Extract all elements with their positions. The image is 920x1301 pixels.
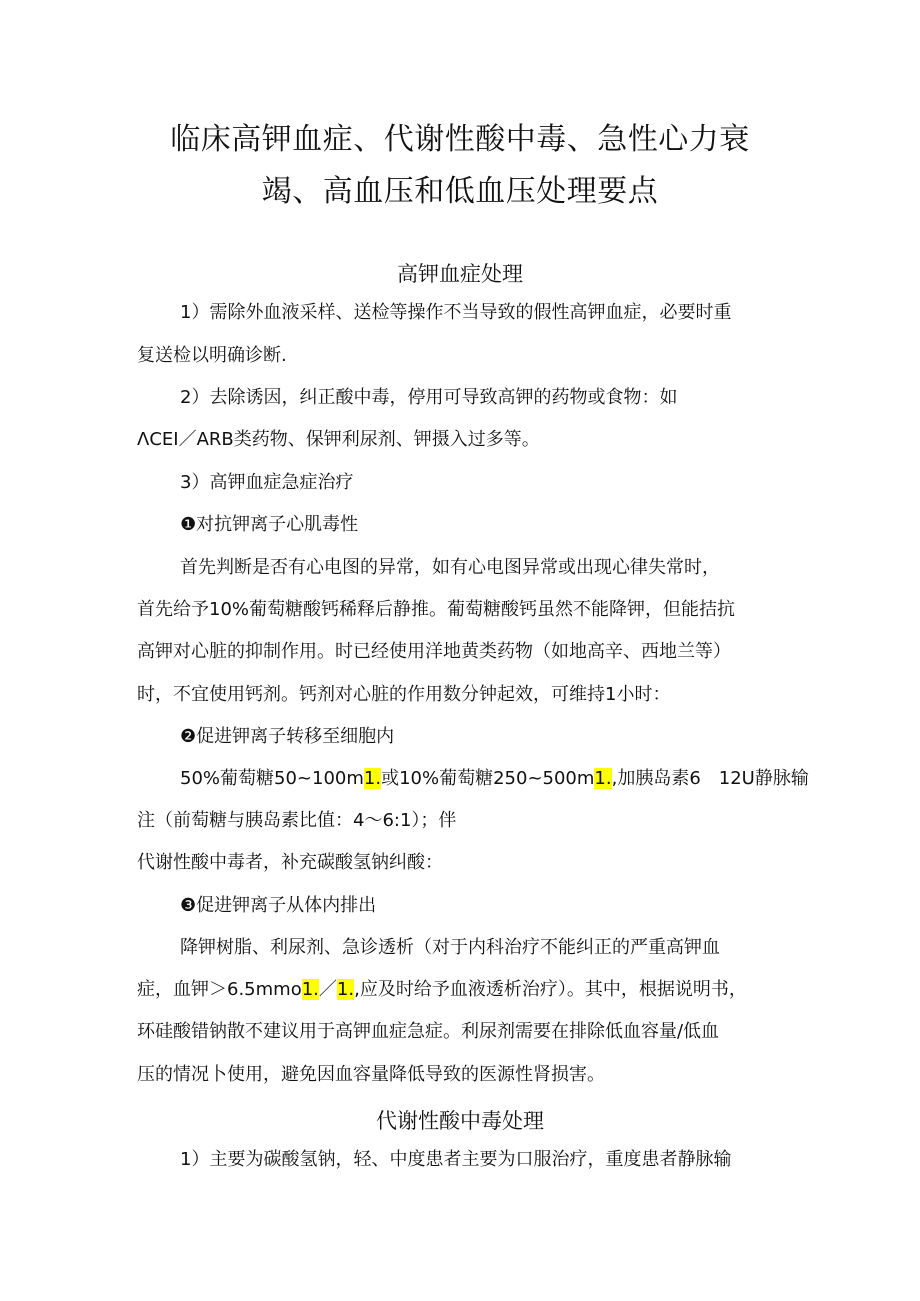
section-heading-hyperkalemia: 高钾血症处理 [397,262,523,286]
paragraph-line: 注（前萄糖与胰岛素比值：4～6:1）；伴 [137,810,457,831]
paragraph-line: 1）主要为碳酸氢钠，轻、中度患者主要为口服治疗，重度患者静脉输 [180,1149,732,1170]
paragraph-line: 压的情况卜使用，避免因血容量降低导致的医源性肾损害。 [137,1064,605,1085]
highlighted-text: 1. [301,979,319,1000]
paragraph-line: 时，不宜使用钙剂。钙剂对心脏的作用数分钟起效，可维持1小时： [137,684,671,705]
paragraph-line: 高钾对心脏的抑制作用。时已经使用洋地黄类药物（如地高辛、西地兰等） [137,641,731,662]
paragraph-line: 2）去除诱因，纠正酸中毒，停用可导致高钾的药物或食物：如 [180,387,678,408]
highlighted-text: 1. [594,768,612,789]
paragraph-line: ΛCEI／ARB类药物、保钾利尿剂、钾摄入过多等。 [137,429,540,450]
paragraph-line: 复送检以明确诊断. [137,345,287,366]
highlighted-text: 1. [336,979,355,1000]
paragraph-line [137,979,747,1001]
section-heading-metabolic-acidosis: 代谢性酸中毒处理 [376,1109,544,1133]
text-run: 或10%葡萄糖250~500m [381,768,595,789]
bullet-heading: ❶对抗钾离子心肌毒性 [180,514,359,535]
paragraph-line: 代谢性酸中毒者，补充碳酸氢钠纠酸： [137,852,443,873]
paragraph-line: 1）需除外血液采样、送检等操作不当导致的假性高钾血症，必要时重 [180,302,732,323]
bullet-heading: ❷促进钾离子转移至细胞内 [180,726,395,747]
paragraph-line [180,768,809,790]
paragraph-line: 降钾树脂、利尿剂、急诊透析（对于内科治疗不能纠正的严重高钾血 [180,937,720,958]
paragraph-line: 3）高钾血症急症治疗 [180,472,354,493]
text-run: 症，血钾＞6.5mmo [137,979,302,1000]
bullet-heading: ❸促进钾离子从体内排出 [180,895,377,916]
paragraph-line: 环硅酸错钠散不建议用于高钾血症急症。利尿剂需要在排除低血容量/低血 [137,1021,720,1042]
text-run: ／ [318,979,337,1000]
text-run: 50%葡萄糖50~100m [180,768,364,789]
paragraph-line: 首先判断是否有心电图的异常，如有心电图异常或出现心律失常时， [180,557,720,578]
document-title-line2: 竭、高血压和低血压处理要点 [261,174,659,209]
text-run: ,应及时给予血液透析治疗）。其中，根据说明书， [354,979,747,1000]
text-run: ,加胰岛素6 12U静脉输 [611,768,809,789]
paragraph-line: 首先给予10%葡萄糖酸钙稀释后静推。葡萄糖酸钙虽然不能降钾，但能拮抗 [137,599,736,620]
document-title-line1: 临床高钾血症、代谢性酸中毒、急性心力衰 [170,122,750,157]
highlighted-text: 1. [363,768,382,789]
